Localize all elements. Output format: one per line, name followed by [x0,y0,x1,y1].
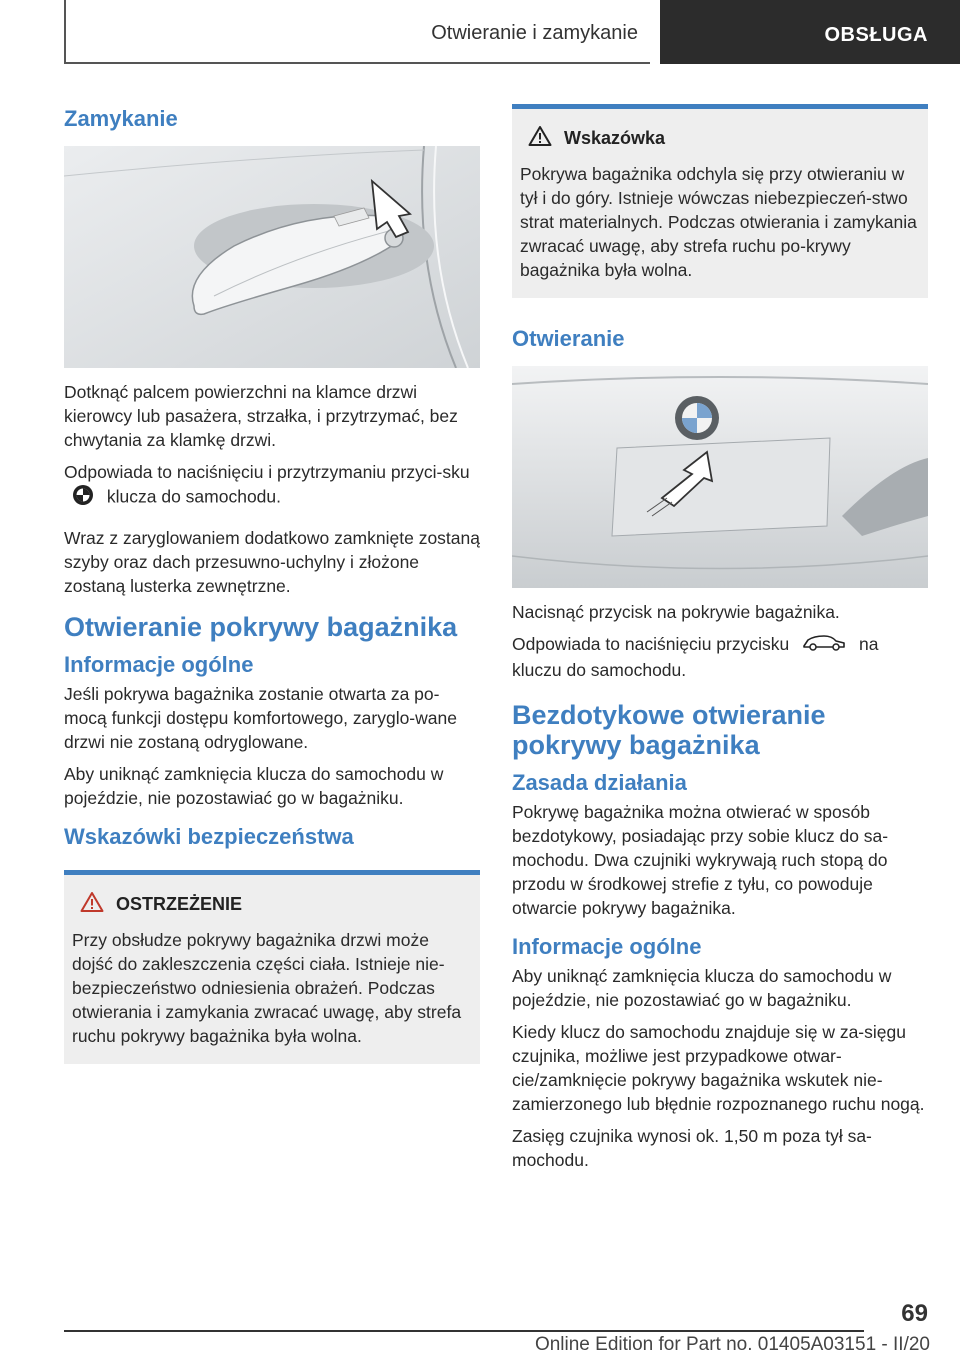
footer-edition: Online Edition for Part no. 01405A03151 - II/20 [534,1334,930,1355]
header-section-title: Otwieranie i zamykanie [431,22,638,44]
paragraph-windows-close: Wraz z zaryglowaniem dodatkowo zamknięte zostaną szyby oraz dach przesuwno-uchylny i złożone zostaną lusterka zewnętrzne. [64,528,480,596]
heading-zamykanie: Zamykanie [64,106,178,131]
trunk-lid-illustration [512,366,928,588]
heading-informacje-ogolne: Informacje ogólne [64,652,254,677]
left-column [64,100,480,1078]
paragraph-sensor-range: Zasięg czujnika wynosi ok. 1,50 m poza tył sa-mochodu. [512,1126,872,1171]
footer-rule [64,1330,864,1332]
note-title: Wskazówka [564,128,666,148]
paragraph-accidental-opening: Kiedy klucz do samochodu znajduje się w za-sięgu czujnika, możliwe jest przypadkowe otwar-cie/zamknięcie pokrywy bagażnika wskutek nie-zamierzonego lub błędnie rozpoznanego ruchu nogą. [512,1022,925,1115]
warning-text: Przy obsłudze pokrywy bagażnika drzwi może dojść do zakleszczenia części ciała. Istnieje nie-bezpieczeństwo odniesienia obrażeń. Podczas otwierania i zamykania zwracać uwagę, aby strefa ruchu pokrywy bagażnika była wolna. [72,930,462,1046]
note-text: Pokrywa bagażnika odchyla się przy otwieraniu w tył i do góry. Istnieje wówczas niebezpieczeń-stwo strat materialnych. Podczas otwierania i zamykania zwracać uwagę, aby strefa ruchu po-krywy bagażnika była wolna. [520,164,917,280]
paragraph-key-in-trunk: Aby uniknąć zamknięcia klucza do samochodu w pojeździe, nie pozostawiać go w bagażniku. [64,764,444,808]
heading-informacje-ogolne-2: Informacje ogólne [512,934,702,960]
paragraph-contactless-principle: Pokrywę bagażnika można otwierać w sposób bezdotykowy, posiadając przy sobie klucz do sa-mochodu. Dwa czujniki wykrywają ruch stopą do przodu w środkowej strefie z tyłu, co powoduje otwarcie pokrywy bagażnika. [512,802,889,919]
heading-otwieranie-pokrywy: Otwieranie pokrywy bagażnika [64,612,458,642]
warning-triangle-icon [528,125,552,152]
note-box [512,104,928,298]
bmw-lock-button-icon [72,484,94,512]
header-rule-horizontal [64,62,650,64]
heading-otwieranie: Otwieranie [512,326,625,351]
heading-zasada-dzialania: Zasada działania [512,770,687,796]
paragraph-comfort-access: Jeśli pokrywa bagażnika zostanie otwarta za po-mocą funkcji dostępu komfortowego, zaryglo-wane drzwi nie zostaną odryglowane. [64,684,457,752]
paragraph-key-in-trunk-2: Aby uniknąć zamknięcia klucza do samochodu w pojeździe, nie pozostawiać go w bagażniku. [512,966,892,1011]
heading-bezdotykowe-otwieranie: Bezdotykowe otwieranie pokrywy bagażnika [512,700,826,761]
warning-box [64,870,480,1064]
warning-triangle-icon [80,891,104,918]
heading-wskazowki-bezpieczenstwa: Wskazówki bezpieczeństwa [64,824,354,849]
paragraph-lock-button: Odpowiada to naciśnięciu i przytrzymaniu przyci-sku klucza do samochodu. [64,460,480,512]
trunk-button-figure [512,366,928,588]
paragraph-press-button: Nacisnąć przycisk na pokrywie bagażnika. [512,602,840,622]
right-column [512,100,928,1180]
paragraph-touch-handle: Dotknąć palcem powierzchni na klamce drzwi kierowcy lub pasażera, strzałka, i przytrzymać, bez chwytania za klamkę drzwi. [64,382,458,450]
header-chapter-tab: OBSŁUGA [660,0,960,64]
car-trunk-button-icon [802,632,846,658]
paragraph-trunk-key-button: Odpowiada to naciśnięciu przycisku na kluczu do samochodu. [512,634,879,681]
warning-title: OSTRZEŻENIE [116,894,243,914]
page-number: 69 [901,1300,928,1327]
door-handle-figure [64,146,480,368]
door-handle-illustration [64,146,480,368]
